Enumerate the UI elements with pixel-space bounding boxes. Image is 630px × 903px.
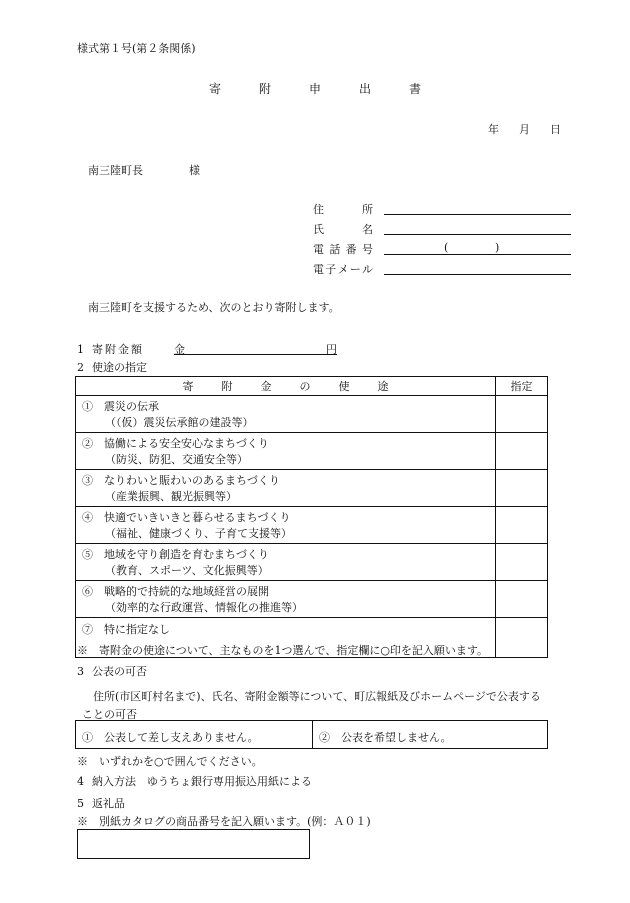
name-label: 氏 名 xyxy=(313,223,373,236)
phone-row xyxy=(313,241,571,259)
table-row xyxy=(76,433,548,470)
mark-cell[interactable] xyxy=(496,470,548,507)
table-row xyxy=(76,581,548,618)
table-row xyxy=(76,470,548,507)
use-item-main: ⑦ 特に指定なし xyxy=(82,623,170,636)
date-month: 月 xyxy=(519,123,530,136)
mark-cell[interactable] xyxy=(496,618,548,658)
address-row xyxy=(313,201,571,219)
table-row xyxy=(76,396,548,433)
use-item-main: ③ なりわいと賑わいのあるまちづくり xyxy=(82,474,280,487)
uses-table xyxy=(75,376,548,658)
phone-paren-open: ( xyxy=(444,241,449,254)
mark-header: 指定 xyxy=(496,377,548,396)
title-char: 寄 xyxy=(208,82,221,96)
phone-field[interactable] xyxy=(384,254,571,255)
use-item xyxy=(76,470,496,507)
publish-label: 公表の可否 xyxy=(92,665,147,678)
email-field[interactable] xyxy=(384,274,571,275)
use-item-sub: （教育、スポーツ、文化振興等） xyxy=(105,564,269,577)
name-row xyxy=(313,221,571,239)
use-item xyxy=(76,544,496,581)
payment-text: 納入方法 ゆうちょ銀行専用振込用紙による xyxy=(92,775,312,788)
use-item-sub: （福祉、健康づくり、子育て支援等） xyxy=(105,527,292,540)
address-field[interactable] xyxy=(384,214,571,215)
section-number: 2 xyxy=(77,361,84,374)
gift-label: 返礼品 xyxy=(92,797,125,810)
title-char: 申 xyxy=(308,82,321,96)
section-number: 1 xyxy=(77,343,84,356)
addressee-suffix: 様 xyxy=(189,164,200,177)
gift-note: ※ 別紙カタログの商品番号を記入願います。(例：Ａ０１) xyxy=(77,815,371,828)
amount-prefix: 金 xyxy=(174,343,185,356)
amount-label: 寄附金額 xyxy=(92,343,144,356)
use-item-sub: （産業振興、観光振興等） xyxy=(105,490,237,503)
gift-section xyxy=(77,795,125,811)
name-field[interactable] xyxy=(384,234,571,235)
publish-note: ※ いずれかを○で囲んでください。 xyxy=(77,755,263,768)
email-label: 電子メール xyxy=(313,263,373,276)
date-line[interactable] xyxy=(488,121,561,137)
amount-section xyxy=(77,341,144,357)
addressee-name: 南三陸町長 xyxy=(88,164,143,177)
section-number: 3 xyxy=(77,665,84,678)
use-item-main: ④ 快適でいきいきと暮らせるまちづくり xyxy=(82,511,291,524)
publish-option-allow[interactable]: ① 公表して差し支えありません。 xyxy=(82,731,259,744)
use-item-main: ① 震災の伝承 xyxy=(82,400,159,413)
address-label: 住 所 xyxy=(313,203,373,216)
form-number: 様式第１号(第２条関係) xyxy=(77,42,196,55)
date-year: 年 xyxy=(488,123,499,136)
mark-cell[interactable] xyxy=(496,581,548,618)
intro-text: 南三陸町を支援するため、次のとおり寄附します。 xyxy=(88,301,340,314)
publish-section xyxy=(77,663,147,679)
catalog-number-field[interactable] xyxy=(77,829,310,859)
use-item xyxy=(76,507,496,544)
use-label: 使途の指定 xyxy=(92,361,147,374)
phone-paren-close: ) xyxy=(495,241,500,254)
section-number: 5 xyxy=(77,797,84,810)
mark-cell[interactable] xyxy=(496,507,548,544)
date-day: 日 xyxy=(550,123,561,136)
payment-section xyxy=(77,773,312,789)
title-char: 出 xyxy=(359,82,372,96)
section-number: 4 xyxy=(77,775,84,788)
use-item xyxy=(76,396,496,433)
publish-option-decline[interactable]: ② 公表を希望しません。 xyxy=(319,731,452,744)
page-title xyxy=(0,80,630,97)
addressee xyxy=(88,162,200,178)
use-item-sub: （（仮）震災伝承館の建設等） xyxy=(105,416,254,429)
publish-text-cont: ことの可否 xyxy=(82,708,137,721)
use-item-sub: （防災、防犯、交通安全等） xyxy=(105,453,248,466)
publish-options-box xyxy=(75,720,548,749)
publish-text: 住所(市区町村名まで)、氏名、寄附金額等について、町広報紙及びホームページで公表する xyxy=(93,690,541,703)
option-divider xyxy=(312,721,313,748)
email-row xyxy=(313,261,571,279)
use-item-main: ⑥ 戦略的で持続的な地域経営の展開 xyxy=(82,585,269,598)
table-row xyxy=(76,544,548,581)
mark-cell[interactable] xyxy=(496,396,548,433)
amount-field[interactable] xyxy=(174,341,337,355)
use-item-sub: （効率的な行政運営、情報化の推進等） xyxy=(105,601,303,614)
mark-cell[interactable] xyxy=(496,433,548,470)
uses-header: 寄附金の使途 xyxy=(76,377,496,396)
use-item-main: ⑤ 地域を守り創造を育むまちづくり xyxy=(82,548,269,561)
use-section xyxy=(77,359,147,375)
use-item xyxy=(76,433,496,470)
table-row xyxy=(76,507,548,544)
title-char: 附 xyxy=(258,82,271,96)
use-item xyxy=(76,581,496,618)
mark-cell[interactable] xyxy=(496,544,548,581)
amount-suffix: 円 xyxy=(326,343,337,356)
use-item-main: ② 協働による安全安心なまちづくり xyxy=(82,437,269,450)
phone-label: 電話番号 xyxy=(313,243,373,256)
title-char: 書 xyxy=(409,82,422,96)
use-note: ※ 寄附金の使途について、主なものを1つ選んで、指定欄に○印を記入願います。 xyxy=(77,644,489,657)
